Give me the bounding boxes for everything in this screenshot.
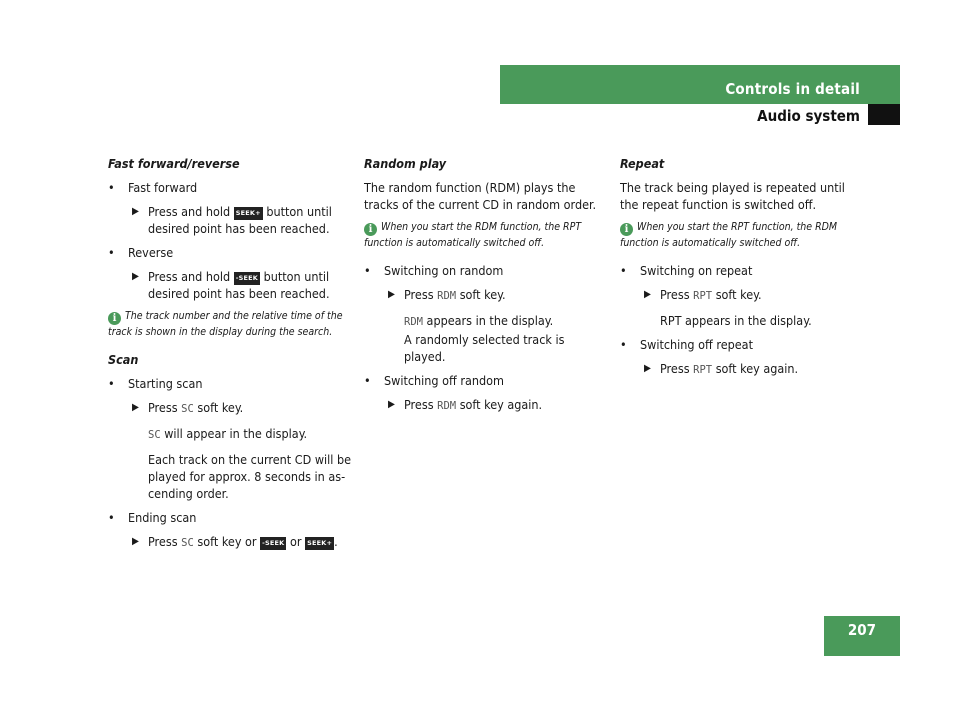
arrow-icon: ▶ — [644, 289, 651, 300]
seek-plus-key-icon: SEEK+ — [234, 207, 263, 220]
fast-forward-heading: Fast forward/reverse — [108, 156, 240, 171]
info-note: i When you start the RPT function, the RDM function is automatically switched off. — [620, 221, 838, 249]
chapter-header-bar — [500, 65, 900, 104]
info-icon: i — [108, 312, 121, 325]
repeat-off-step: ▶ Press RPT soft key again. — [644, 361, 799, 376]
random-intro: The random function (RDM) plays the tracks of the current CD in random order. — [364, 180, 597, 212]
reverse-bullet: • Reverse — [108, 244, 353, 261]
random-off-bullet: • Switching off random — [364, 372, 609, 389]
seek-plus-key-icon: SEEK+ — [305, 537, 334, 550]
scan-end-step: ▶ Press SC soft key or -SEEK or SEEK+ . — [132, 534, 338, 549]
random-on-bullet: • Switching on random — [364, 262, 609, 279]
random-appears-text: RDM appears in the display. A randomly selected track is played. — [404, 313, 565, 364]
info-icon: i — [364, 223, 377, 236]
arrow-icon: ▶ — [388, 399, 395, 410]
arrow-icon: ▶ — [388, 289, 395, 300]
info-note: i The track number and the relative time of the track is shown in the display during the search. — [108, 310, 343, 338]
starting-scan-bullet: • Starting scan — [108, 375, 353, 392]
page-number: 207 — [847, 621, 877, 639]
reverse-step: ▶ Press and hold -SEEK button until desired point has been reached. — [132, 269, 330, 301]
arrow-icon: ▶ — [132, 206, 139, 217]
fast-forward-step: ▶ Press and hold SEEK+ button until desired point has been reached. — [132, 204, 332, 236]
info-icon: i — [620, 223, 633, 236]
repeat-off-bullet: • Switching off repeat — [620, 336, 865, 353]
scan-appears-text: SC will appear in the display. — [148, 426, 308, 441]
arrow-icon: ▶ — [132, 402, 139, 413]
sc-key-label: SC — [181, 403, 194, 415]
page-number-box — [824, 616, 900, 656]
scan-description: Each track on the current CD will be played for approx. 8 seconds in as-cending order. — [148, 452, 352, 501]
fast-forward-bullet: • Fast forward — [108, 179, 353, 196]
info-note: i When you start the RDM function, the RPT function is automatically switched off. — [364, 221, 582, 249]
column-2 — [364, 155, 609, 422]
rpt-key-label: RPT — [693, 290, 713, 302]
chapter-title: Controls in detail — [725, 80, 860, 98]
repeat-appears-text: RPT appears in the display. — [660, 313, 812, 328]
random-on-step: ▶ Press RDM soft key. — [388, 287, 506, 302]
repeat-on-bullet: • Switching on repeat — [620, 262, 865, 279]
random-play-heading: Random play — [364, 156, 447, 171]
ending-scan-bullet: • Ending scan — [108, 509, 353, 526]
section-marker-block — [868, 104, 900, 125]
arrow-icon: ▶ — [644, 363, 651, 374]
column-1 — [108, 155, 353, 559]
rdm-key-label: RDM — [437, 290, 457, 302]
repeat-intro: The track being played is repeated until the repeat function is switched off. — [620, 180, 845, 212]
seek-minus-key-icon: -SEEK — [260, 537, 286, 550]
repeat-heading: Repeat — [620, 156, 665, 171]
arrow-icon: ▶ — [132, 271, 139, 282]
section-header — [500, 104, 868, 125]
section-title: Audio system — [757, 107, 860, 125]
scan-heading: Scan — [108, 352, 139, 367]
seek-minus-key-icon: -SEEK — [234, 272, 260, 285]
random-off-step: ▶ Press RDM soft key again. — [388, 397, 543, 412]
repeat-on-step: ▶ Press RPT soft key. — [644, 287, 762, 302]
scan-press-step: ▶ Press SC soft key. — [132, 400, 244, 415]
arrow-icon: ▶ — [132, 536, 139, 547]
column-3 — [620, 155, 865, 386]
